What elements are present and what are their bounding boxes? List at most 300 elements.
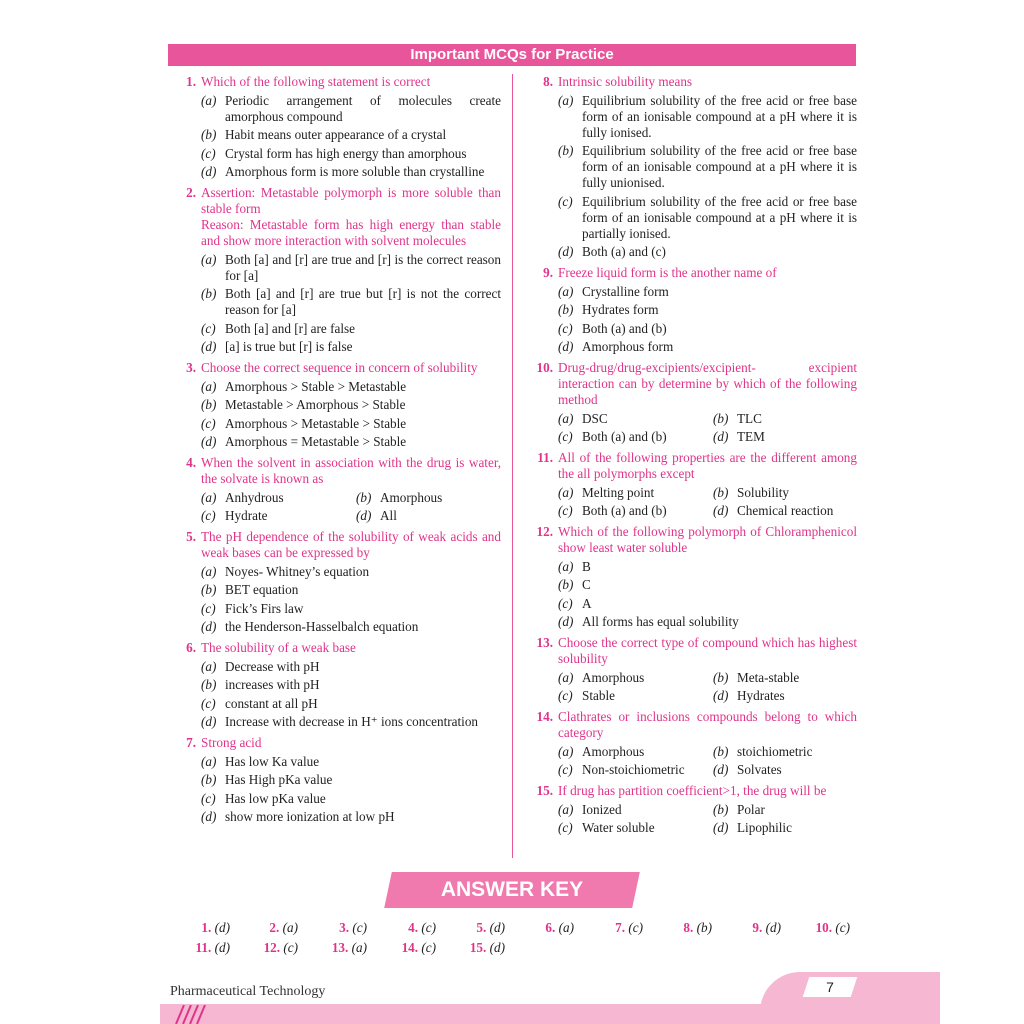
answer-key-item bbox=[168, 940, 230, 956]
option-letter: (b) bbox=[713, 801, 729, 817]
answer-option bbox=[201, 619, 501, 635]
answer-number: 5. bbox=[476, 920, 487, 935]
question-body: The pH dependence of the solubility of weak acids and weak bases can be expressed by bbox=[201, 529, 501, 560]
answer-option bbox=[356, 508, 501, 524]
option-text: Both (a) and (b) bbox=[582, 429, 667, 444]
answer-option bbox=[558, 688, 713, 704]
answer-option bbox=[201, 379, 501, 395]
option-text: Equilibrium solubility of the free acid or free base form of an ionisable compound at a pH where it is fully ionised. bbox=[582, 92, 857, 140]
option-text: Solubility bbox=[737, 484, 790, 500]
option-letter: (b) bbox=[558, 143, 574, 158]
option-text: Habit means outer appearance of a crystal bbox=[225, 127, 447, 142]
option-letter: (c) bbox=[201, 415, 216, 431]
question-item bbox=[170, 455, 501, 524]
answer-key-item bbox=[443, 920, 505, 936]
question-item bbox=[527, 783, 857, 836]
option-text: C bbox=[582, 577, 591, 592]
question-item bbox=[170, 640, 501, 730]
option-text: Decrease with pH bbox=[225, 658, 320, 674]
question-number: 13. bbox=[536, 635, 553, 650]
option-text: Equilibrium solubility of the free acid or free base form of an ionisable compound at a pH where it is fully unionised. bbox=[582, 143, 857, 190]
question-body: Intrinsic solubility means bbox=[558, 74, 693, 89]
option-letter: (c) bbox=[201, 508, 216, 523]
answer-value: (c) bbox=[835, 920, 850, 935]
answer-number: 14. bbox=[401, 940, 419, 955]
answer-option bbox=[201, 252, 501, 284]
answer-option bbox=[713, 688, 857, 704]
answer-option bbox=[558, 302, 857, 318]
option-letter: (d) bbox=[713, 688, 729, 703]
option-letter: (d) bbox=[713, 503, 729, 518]
answer-option bbox=[558, 284, 857, 300]
answer-number: 9. bbox=[752, 920, 763, 935]
answer-number: 6. bbox=[545, 920, 556, 935]
answer-option bbox=[558, 820, 713, 836]
option-letter: (a) bbox=[558, 283, 574, 299]
option-letter: (d) bbox=[201, 434, 217, 449]
question-text bbox=[527, 450, 857, 482]
answer-option bbox=[558, 321, 857, 337]
question-item bbox=[170, 529, 501, 635]
option-letter: (a) bbox=[201, 251, 217, 267]
question-text bbox=[170, 529, 501, 561]
question-item bbox=[527, 450, 857, 519]
answer-number: 15. bbox=[469, 940, 487, 955]
option-text: Meta-stable bbox=[737, 669, 800, 685]
option-letter: (d) bbox=[356, 508, 372, 523]
answer-option bbox=[201, 339, 501, 355]
answer-option bbox=[201, 582, 501, 598]
option-text: Both [a] and [r] are true but [r] is not the correct reason for [a] bbox=[225, 286, 501, 317]
question-number: 8. bbox=[543, 74, 553, 89]
question-text bbox=[527, 360, 857, 408]
option-text: All forms has equal solubility bbox=[582, 614, 739, 629]
answer-option-grid bbox=[201, 487, 501, 524]
answer-option bbox=[201, 490, 356, 506]
answer-key-item bbox=[305, 920, 367, 936]
answer-option bbox=[558, 429, 713, 445]
option-letter: (d) bbox=[558, 339, 574, 354]
option-letter: (d) bbox=[201, 714, 217, 729]
answer-option bbox=[558, 143, 857, 191]
option-letter: (b) bbox=[201, 127, 217, 142]
answer-option bbox=[713, 762, 857, 778]
option-text: Chemical reaction bbox=[737, 503, 834, 518]
answer-value: (c) bbox=[628, 920, 643, 935]
question-number: 10. bbox=[536, 360, 553, 375]
question-item bbox=[170, 735, 501, 825]
answer-option-grid bbox=[558, 799, 857, 836]
answer-value: (b) bbox=[696, 920, 712, 935]
option-text: Metastable > Amorphous > Stable bbox=[225, 397, 406, 412]
option-text: Amorphous bbox=[582, 743, 645, 759]
option-letter: (a) bbox=[558, 669, 574, 685]
answer-option bbox=[558, 411, 713, 427]
option-letter: (b) bbox=[713, 410, 729, 426]
answer-option bbox=[713, 429, 857, 445]
option-text: B bbox=[582, 558, 591, 574]
answer-option bbox=[558, 577, 857, 593]
option-letter: (b) bbox=[713, 743, 729, 759]
option-text: increases with pH bbox=[225, 677, 320, 692]
option-letter: (b) bbox=[201, 286, 217, 301]
option-text: Has High pKa value bbox=[225, 772, 333, 787]
answer-option bbox=[201, 714, 501, 730]
question-text bbox=[170, 455, 501, 487]
option-text: Polar bbox=[737, 801, 765, 817]
question-body: Drug-drug/drug-excipients/excipient- excipient interaction can by determine by which of the following method bbox=[558, 360, 857, 407]
answer-option bbox=[356, 490, 501, 506]
answer-option bbox=[201, 164, 501, 180]
answer-value: (d) bbox=[489, 940, 505, 955]
option-text: Amorphous form is more soluble than crystalline bbox=[225, 164, 485, 179]
option-text: show more ionization at low pH bbox=[225, 809, 395, 824]
answer-value: (c) bbox=[352, 920, 367, 935]
answer-value: (d) bbox=[214, 920, 230, 935]
answer-number: 11. bbox=[195, 940, 212, 955]
option-letter: (c) bbox=[558, 429, 573, 444]
answer-option bbox=[558, 596, 857, 612]
option-letter: (c) bbox=[201, 320, 216, 336]
option-letter: (d) bbox=[713, 429, 729, 444]
answer-value: (d) bbox=[214, 940, 230, 955]
option-text: Equilibrium solubility of the free acid or free base form of an ionisable compound at a pH where it is partially ionised. bbox=[582, 193, 857, 241]
answer-option bbox=[201, 696, 501, 712]
option-letter: (a) bbox=[558, 92, 574, 108]
answer-key-item bbox=[374, 920, 436, 936]
answer-option bbox=[201, 564, 501, 580]
answer-option bbox=[558, 559, 857, 575]
question-text bbox=[170, 735, 501, 751]
option-letter: (b) bbox=[713, 484, 729, 500]
option-text: Amorphous = Metastable > Stable bbox=[225, 434, 407, 449]
option-text: Both (a) and (c) bbox=[582, 244, 666, 259]
option-text: All bbox=[380, 508, 397, 523]
option-text: Non-stoichiometric bbox=[582, 762, 685, 777]
option-letter: (a) bbox=[201, 378, 217, 394]
question-body: Which of the following statement is correct bbox=[201, 74, 431, 89]
option-text: Lipophilic bbox=[737, 820, 792, 835]
question-number: 6. bbox=[186, 640, 196, 655]
question-number: 9. bbox=[543, 265, 553, 280]
option-letter: (a) bbox=[201, 489, 217, 505]
answer-option bbox=[558, 244, 857, 260]
question-reason: Reason: Metastable form has high energy than stable and show more interaction with solvent molecules bbox=[201, 217, 501, 248]
question-body: Assertion: Metastable polymorph is more soluble than stable form bbox=[201, 185, 501, 216]
option-letter: (b) bbox=[201, 397, 217, 412]
question-number: 3. bbox=[186, 360, 196, 375]
question-number: 4. bbox=[186, 455, 196, 470]
answer-option bbox=[201, 772, 501, 788]
option-letter: (a) bbox=[558, 743, 574, 759]
page-number: 7 bbox=[826, 979, 834, 995]
option-letter: (a) bbox=[558, 484, 574, 500]
answer-key-item bbox=[236, 940, 298, 956]
answer-option bbox=[558, 339, 857, 355]
question-number: 1. bbox=[186, 74, 196, 89]
option-letter: (b) bbox=[558, 302, 574, 317]
answer-number: 2. bbox=[269, 920, 280, 935]
option-letter: (d) bbox=[201, 339, 217, 354]
option-text: Water soluble bbox=[582, 820, 655, 835]
answer-option bbox=[201, 659, 501, 675]
option-text: TLC bbox=[737, 410, 762, 426]
answer-key-item bbox=[650, 920, 712, 936]
answer-option bbox=[201, 127, 501, 143]
option-letter: (c) bbox=[558, 762, 573, 777]
option-letter: (c) bbox=[558, 820, 573, 835]
answer-value: (c) bbox=[421, 940, 436, 955]
answer-option bbox=[201, 809, 501, 825]
question-number: 15. bbox=[536, 783, 553, 798]
option-text: Both [a] and [r] are true and [r] is the correct reason for [a] bbox=[225, 251, 501, 283]
option-text: Melting point bbox=[582, 484, 655, 500]
answer-option bbox=[558, 485, 713, 501]
question-number: 14. bbox=[536, 709, 553, 724]
answer-key-item bbox=[581, 920, 643, 936]
option-letter: (b) bbox=[201, 582, 217, 597]
answer-option bbox=[558, 802, 713, 818]
answer-option bbox=[201, 146, 501, 162]
option-letter: (a) bbox=[558, 801, 574, 817]
option-text: Amorphous > Stable > Metastable bbox=[225, 378, 407, 394]
option-letter: (d) bbox=[558, 614, 574, 629]
option-letter: (a) bbox=[201, 563, 217, 579]
footer-band bbox=[160, 1004, 940, 1024]
answer-number: 13. bbox=[331, 940, 349, 955]
answer-option bbox=[201, 397, 501, 413]
answer-option bbox=[201, 434, 501, 450]
option-text: Solvates bbox=[737, 762, 782, 777]
question-item bbox=[527, 635, 857, 704]
question-body: Strong acid bbox=[201, 735, 262, 750]
answer-key-item bbox=[236, 920, 298, 936]
answer-option bbox=[713, 820, 857, 836]
answer-option bbox=[558, 614, 857, 630]
answer-option bbox=[201, 286, 501, 318]
option-text: Fick’s Firs law bbox=[225, 600, 304, 616]
option-letter: (d) bbox=[713, 820, 729, 835]
option-text: constant at all pH bbox=[225, 695, 318, 711]
option-letter: (d) bbox=[201, 619, 217, 634]
answer-number: 12. bbox=[263, 940, 281, 955]
answer-number: 10. bbox=[815, 920, 833, 935]
option-letter: (c) bbox=[201, 600, 216, 616]
option-text: Stable bbox=[582, 688, 615, 703]
section-title-banner: Important MCQs for Practice bbox=[168, 44, 856, 66]
question-text bbox=[527, 783, 857, 799]
answer-option-grid bbox=[558, 741, 857, 778]
answer-option bbox=[558, 194, 857, 242]
option-text: Both [a] and [r] are false bbox=[225, 320, 355, 336]
question-body: All of the following properties are the different among the all polymorphs except bbox=[558, 450, 857, 481]
answer-option-grid bbox=[558, 408, 857, 445]
option-letter: (b) bbox=[201, 677, 217, 692]
right-question-column bbox=[527, 74, 857, 841]
answer-number: 4. bbox=[408, 920, 419, 935]
option-text: Has low pKa value bbox=[225, 790, 326, 806]
answer-option bbox=[713, 670, 857, 686]
option-letter: (b) bbox=[356, 489, 372, 505]
option-text: Hydrates form bbox=[582, 302, 659, 317]
answer-option bbox=[558, 744, 713, 760]
question-body: Choose the correct sequence in concern of solubility bbox=[201, 360, 478, 375]
option-text: BET equation bbox=[225, 582, 299, 597]
answer-option bbox=[713, 411, 857, 427]
answer-number: 3. bbox=[339, 920, 350, 935]
question-item bbox=[170, 185, 501, 355]
question-item bbox=[527, 360, 857, 445]
answer-option bbox=[201, 321, 501, 337]
answer-value: (d) bbox=[489, 920, 505, 935]
question-number: 5. bbox=[186, 529, 196, 544]
option-letter: (c) bbox=[558, 320, 573, 336]
answer-value: (c) bbox=[283, 940, 298, 955]
option-letter: (d) bbox=[201, 809, 217, 824]
answer-option bbox=[201, 93, 501, 125]
answer-key-title: ANSWER KEY bbox=[440, 878, 584, 901]
answer-value: (a) bbox=[282, 920, 298, 935]
option-text: A bbox=[582, 595, 592, 611]
option-text: Both (a) and (b) bbox=[582, 503, 667, 518]
answer-option-grid bbox=[558, 667, 857, 704]
answer-option bbox=[201, 754, 501, 770]
question-body: Freeze liquid form is the another name of bbox=[558, 265, 777, 280]
question-text bbox=[527, 635, 857, 667]
left-question-column bbox=[170, 74, 501, 830]
question-number: 11. bbox=[537, 450, 553, 465]
question-text bbox=[170, 185, 501, 217]
question-body: When the solvent in association with the drug is water, the solvate is known as bbox=[201, 455, 501, 486]
answer-option bbox=[713, 485, 857, 501]
answer-value: (a) bbox=[558, 920, 574, 935]
option-text: Hydrates bbox=[737, 688, 785, 703]
answer-option bbox=[558, 670, 713, 686]
answer-option bbox=[201, 791, 501, 807]
option-text: TEM bbox=[737, 429, 765, 444]
option-text: DSC bbox=[582, 410, 608, 426]
answer-key-item bbox=[788, 920, 850, 936]
option-letter: (c) bbox=[201, 695, 216, 711]
question-item bbox=[527, 265, 857, 355]
question-text bbox=[527, 709, 857, 741]
option-letter: (a) bbox=[558, 410, 574, 426]
question-item bbox=[527, 709, 857, 778]
option-text: Amorphous bbox=[582, 669, 645, 685]
answer-option bbox=[713, 744, 857, 760]
answer-option bbox=[713, 503, 857, 519]
option-text: Amorphous form bbox=[582, 339, 674, 354]
option-letter: (a) bbox=[558, 558, 574, 574]
question-text bbox=[527, 74, 857, 90]
option-letter: (a) bbox=[201, 658, 217, 674]
answer-option bbox=[558, 503, 713, 519]
answer-option bbox=[201, 601, 501, 617]
option-letter: (a) bbox=[201, 753, 217, 769]
question-text bbox=[527, 265, 857, 281]
question-text bbox=[170, 360, 501, 376]
option-text: Both (a) and (b) bbox=[582, 320, 667, 336]
question-text bbox=[170, 74, 501, 90]
question-body: Which of the following polymorph of Chloramphenicol show least water soluble bbox=[558, 524, 857, 555]
option-text: Noyes- Whitney’s equation bbox=[225, 563, 370, 579]
footer-stripes-decoration bbox=[170, 1005, 210, 1024]
option-text: stoichiometric bbox=[737, 743, 813, 759]
answer-value: (a) bbox=[351, 940, 367, 955]
option-text: Crystal form has high energy than amorphous bbox=[225, 145, 467, 161]
option-text: Amorphous > Metastable > Stable bbox=[225, 415, 407, 431]
question-text bbox=[527, 524, 857, 556]
option-letter: (b) bbox=[201, 772, 217, 787]
option-text: Hydrate bbox=[225, 508, 268, 523]
option-letter: (c) bbox=[558, 503, 573, 518]
option-letter: (c) bbox=[558, 193, 573, 209]
question-number: 2. bbox=[186, 185, 196, 200]
answer-option bbox=[201, 416, 501, 432]
option-text: the Henderson-Hasselbalch equation bbox=[225, 619, 419, 634]
option-text: Has low Ka value bbox=[225, 753, 320, 769]
option-letter: (c) bbox=[201, 790, 216, 806]
option-text: Periodic arrangement of molecules create amorphous compound bbox=[225, 92, 501, 124]
answer-key-item bbox=[512, 920, 574, 936]
option-letter: (c) bbox=[201, 145, 216, 161]
option-letter: (c) bbox=[558, 688, 573, 703]
option-letter: (d) bbox=[558, 244, 574, 259]
answer-key-item bbox=[719, 920, 781, 936]
question-item bbox=[170, 74, 501, 180]
answer-key-item bbox=[374, 940, 436, 956]
answer-key-item bbox=[305, 940, 367, 956]
option-letter: (a) bbox=[201, 92, 217, 108]
answer-number: 1. bbox=[201, 920, 212, 935]
question-body: Clathrates or inclusions compounds belong to which category bbox=[558, 709, 857, 740]
option-letter: (c) bbox=[558, 595, 573, 611]
option-letter: (d) bbox=[713, 762, 729, 777]
question-number: 7. bbox=[186, 735, 196, 750]
answer-option bbox=[713, 802, 857, 818]
question-body: If drug has partition coefficient>1, the drug will be bbox=[558, 783, 827, 798]
answer-option-grid bbox=[558, 482, 857, 519]
option-text: Increase with decrease in H⁺ ions concentration bbox=[225, 714, 479, 729]
question-body: Choose the correct type of compound which has highest solubility bbox=[558, 635, 857, 666]
option-text: Crystalline form bbox=[582, 283, 669, 299]
answer-option bbox=[201, 677, 501, 693]
answer-key-item bbox=[168, 920, 230, 936]
answer-option bbox=[201, 508, 356, 524]
option-letter: (b) bbox=[558, 577, 574, 592]
option-text: Ionized bbox=[582, 801, 622, 817]
question-item bbox=[527, 524, 857, 630]
option-text: Anhydrous bbox=[225, 489, 284, 505]
answer-option bbox=[558, 762, 713, 778]
answer-key-item bbox=[443, 940, 505, 956]
question-item bbox=[527, 74, 857, 260]
answer-value: (c) bbox=[421, 920, 436, 935]
option-text: Amorphous bbox=[380, 489, 443, 505]
answer-option bbox=[558, 93, 857, 141]
question-body: The solubility of a weak base bbox=[201, 640, 356, 655]
footer-book-title: Pharmaceutical Technology bbox=[170, 984, 326, 999]
answer-number: 8. bbox=[683, 920, 694, 935]
question-text bbox=[170, 640, 501, 656]
option-letter: (b) bbox=[713, 669, 729, 685]
answer-value: (d) bbox=[765, 920, 781, 935]
question-number: 12. bbox=[536, 524, 553, 539]
option-text: [a] is true but [r] is false bbox=[225, 339, 353, 354]
column-divider bbox=[512, 74, 513, 858]
question-item bbox=[170, 360, 501, 450]
answer-number: 7. bbox=[615, 920, 626, 935]
